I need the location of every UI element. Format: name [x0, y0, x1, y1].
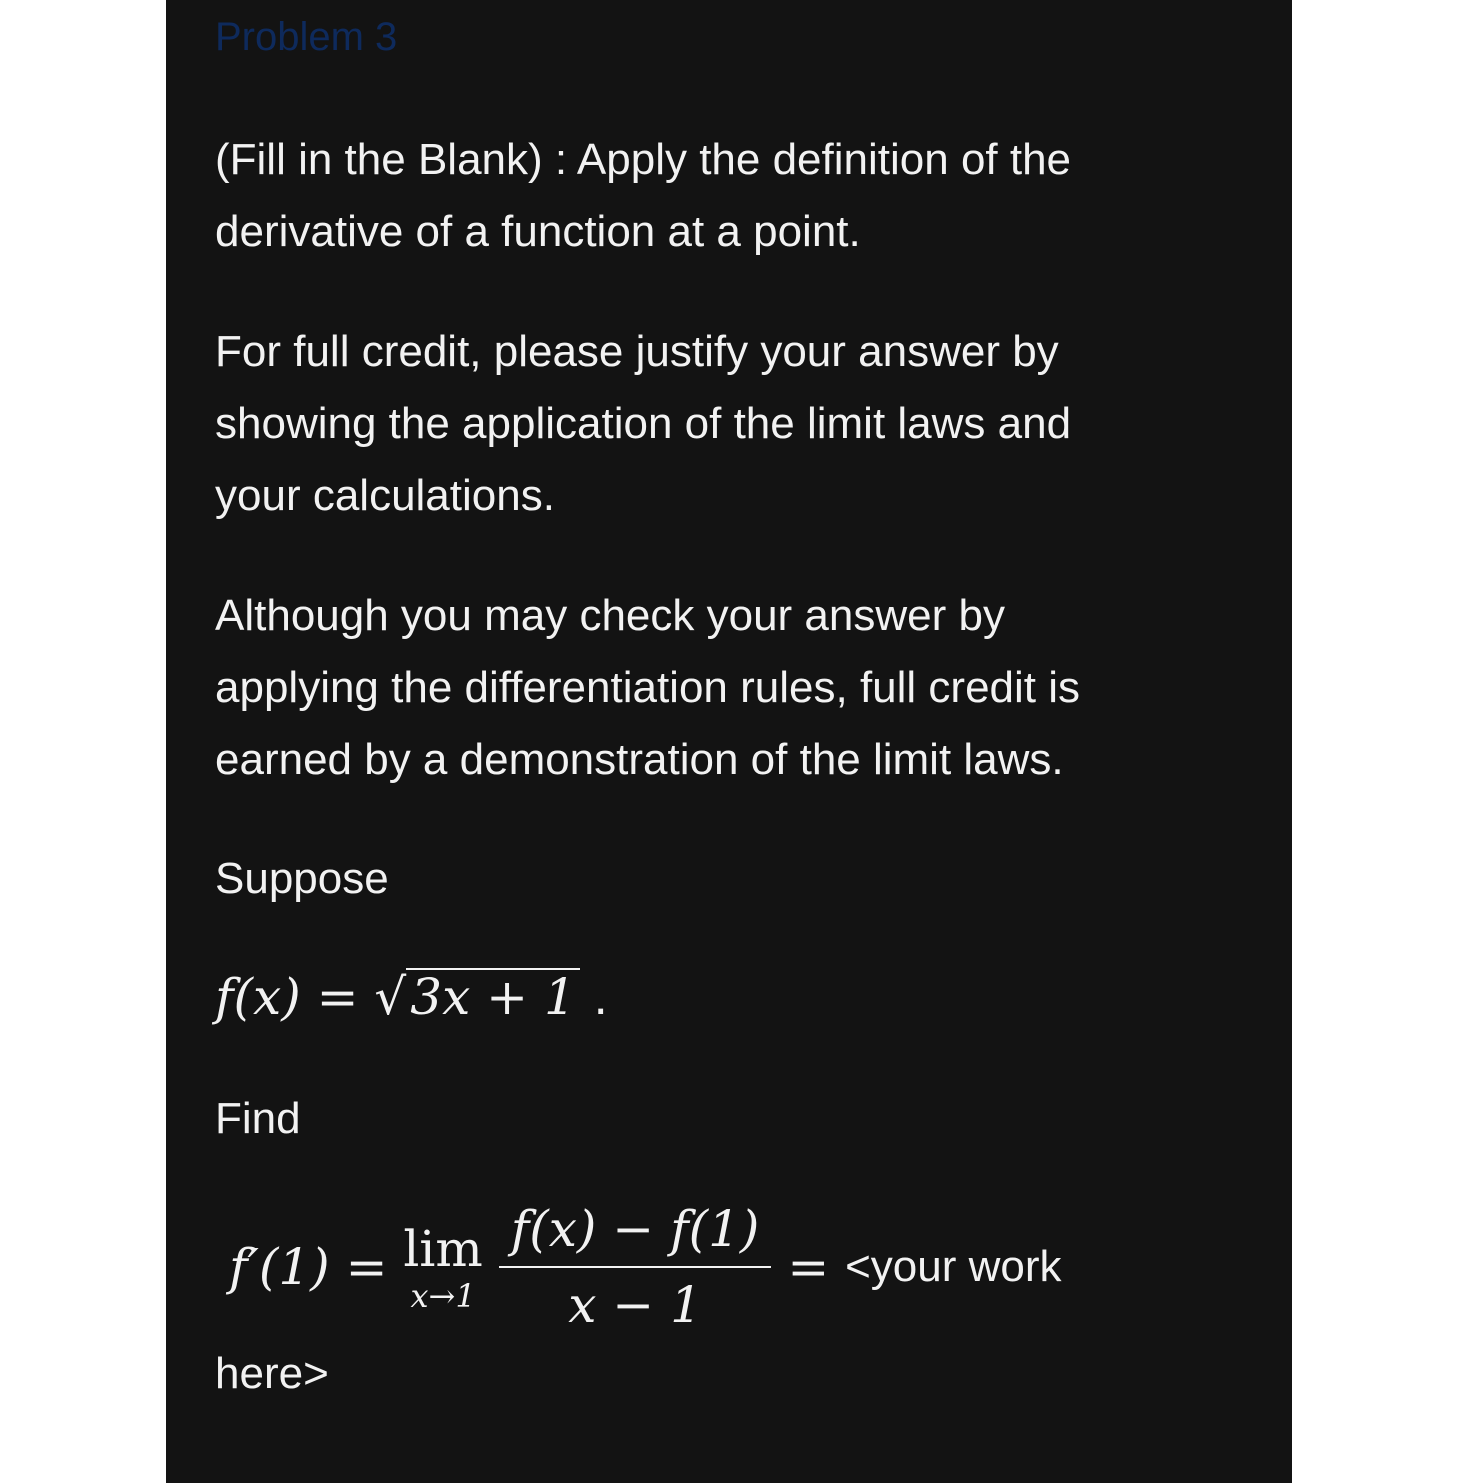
quotient-denominator: x − 1 [568, 1276, 702, 1334]
derivative-equals: = [771, 1238, 846, 1296]
derivative-lhs: f′(1) = [229, 1238, 404, 1296]
intro-paragraph [215, 124, 1071, 268]
problem-panel [166, 0, 1292, 1483]
limit-operator [403, 1220, 482, 1314]
answer-placeholder-1: <your work [845, 1242, 1062, 1291]
credit-line-3: your calculations. [215, 471, 555, 520]
suppose-label: Suppose [215, 854, 389, 903]
note-line-2: applying the differentiation rules, full credit is [215, 663, 1081, 712]
intro-line-2: derivative of a function at a point. [215, 207, 861, 256]
find-label: Find [215, 1094, 301, 1143]
function-end: . [579, 969, 608, 1025]
intro-line-1: (Fill in the Blank) : Apply the definition of the [215, 135, 1072, 184]
lim-subscript: x→1 [410, 1277, 476, 1315]
credit-line-1: For full credit, please justify your answer by [215, 327, 1059, 376]
difference-quotient [499, 1200, 772, 1334]
credit-paragraph [215, 316, 1071, 532]
function-lhs: f(x) = [215, 968, 375, 1026]
note-line-1: Although you may check your answer by [215, 591, 1005, 640]
radical-sign: √ [374, 968, 407, 1026]
answer-placeholder-2: here> [215, 1349, 329, 1398]
note-line-3: earned by a demonstration of the limit laws. [215, 735, 1064, 784]
credit-line-2: showing the application of the limit laws and [215, 399, 1072, 448]
derivative-expression [229, 1200, 1062, 1334]
radicand: 3x + 1 [406, 968, 580, 1022]
problem-heading: Problem 3 [215, 15, 398, 59]
lim-text: lim [403, 1220, 483, 1278]
function-definition [215, 968, 608, 1026]
note-paragraph [215, 580, 1080, 796]
quotient-numerator: f(x) − f(1) [499, 1200, 772, 1268]
